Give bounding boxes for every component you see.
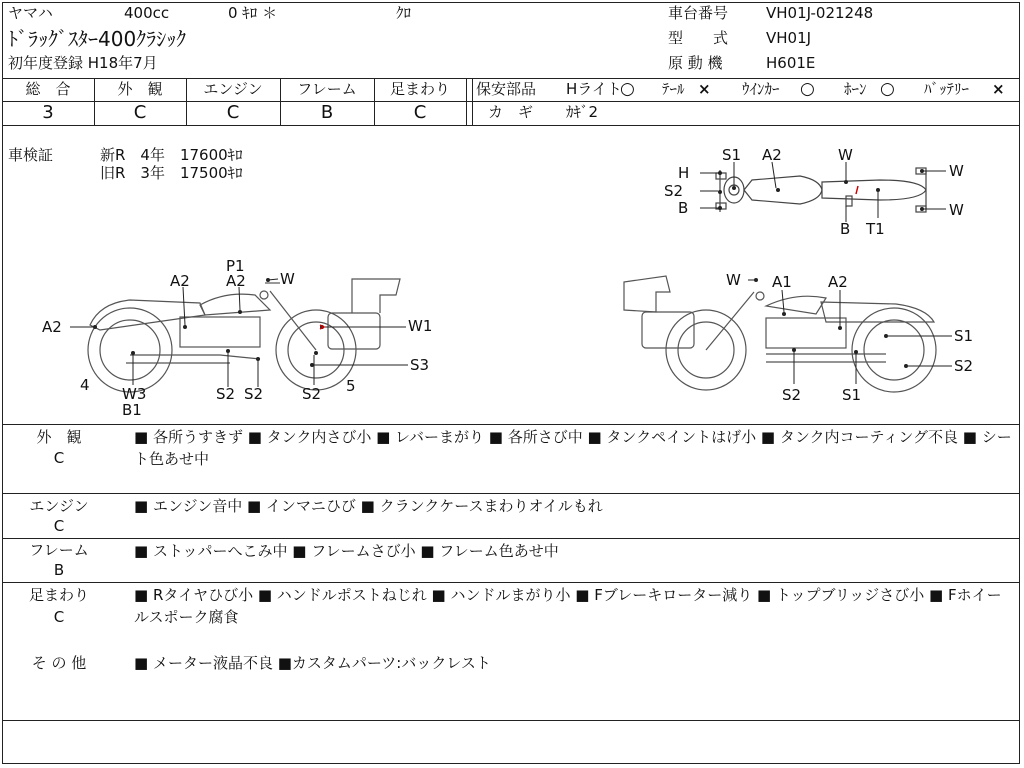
label-s2: S2 xyxy=(302,385,322,403)
label-w: W xyxy=(726,271,741,289)
left-side-diagram xyxy=(40,255,460,420)
top-view-diagram xyxy=(660,140,980,240)
safety-headlight: Hライト xyxy=(566,80,622,98)
grade-suspension: C xyxy=(413,102,427,123)
grade-frame: B xyxy=(320,102,334,123)
rule xyxy=(2,424,1020,425)
grade-exterior: C xyxy=(133,102,147,123)
rule xyxy=(2,720,1020,721)
label-s3: S3 xyxy=(410,356,430,374)
label-5: 5 xyxy=(346,377,356,395)
safety-winker-mark: ○ xyxy=(800,79,815,99)
label-w1: W1 xyxy=(408,317,433,335)
label-w: W xyxy=(280,270,295,288)
safety-horn: ﾎｰﾝ xyxy=(844,80,867,98)
grade-header-engine: エンジン xyxy=(203,80,263,98)
remark-grade-frame: B xyxy=(53,561,65,579)
remark-grade-suspension: C xyxy=(53,608,65,626)
inspection-label: 車検証 xyxy=(8,146,54,164)
label-a2: A2 xyxy=(762,146,782,164)
safety-label: 保安部品 xyxy=(476,80,537,98)
safety-headlight-mark: ○ xyxy=(620,79,635,99)
label-s1: S1 xyxy=(722,146,742,164)
remark-text-suspension: ■ Rタイヤひび小 ■ ハンドルポストねじれ ■ ハンドルまがり小 ■ Fブレーキローター減り ■ トップブリッジさび小 ■ Fホイールスポーク腐食 xyxy=(134,586,1002,626)
label-a1: A1 xyxy=(772,273,792,291)
label-p1: P1 xyxy=(226,257,245,275)
remark-title-suspension: 足まわり xyxy=(28,586,89,604)
grade-header-suspension: 足まわり xyxy=(389,80,450,98)
grade-overall: 3 xyxy=(42,102,54,123)
type-value: VH01J xyxy=(766,29,812,47)
label-a2: A2 xyxy=(828,273,848,291)
label-s1: S1 xyxy=(842,386,862,404)
remark-text-frame: ■ ストッパーへこみ中 ■ フレームさび小 ■ フレーム色あせ中 xyxy=(134,542,559,560)
label-s2: S2 xyxy=(954,357,974,375)
rule xyxy=(2,538,1020,539)
inspection-new: 新R 4年 17600ｷﾛ xyxy=(100,146,243,164)
safety-tail-mark: × xyxy=(698,80,711,98)
engine-label: 原 動 機 xyxy=(668,54,723,72)
inspection-old: 旧R 3年 17500ｷﾛ xyxy=(100,164,243,182)
label-w: W xyxy=(949,201,964,219)
grade-header-exterior: 外 観 xyxy=(117,80,163,98)
color: ｸﾛ xyxy=(396,4,412,22)
model-name: ﾄﾞﾗｯｸﾞｽﾀｰ400ｸﾗｼｯｸ xyxy=(8,27,187,51)
safety-tail: ﾃｰﾙ xyxy=(662,80,685,98)
remark-title-exterior: 外 観 xyxy=(36,428,82,446)
remark-text-engine: ■ エンジン音中 ■ インマニひび ■ クランクケースまわりオイルもれ xyxy=(134,497,603,515)
grade-engine: C xyxy=(226,102,240,123)
label-s2: S2 xyxy=(664,182,684,200)
maker: ヤマハ xyxy=(8,4,53,22)
right-side-diagram xyxy=(616,262,986,412)
label-s2: S2 xyxy=(244,385,264,403)
safety-winker: ｳｲﾝｶｰ xyxy=(742,80,780,98)
engine-code: H601E xyxy=(766,54,816,72)
label-s2: S2 xyxy=(782,386,802,404)
label-a2: A2 xyxy=(170,272,190,290)
label-w: W xyxy=(838,146,853,164)
remark-title-other: そ の 他 xyxy=(31,654,87,672)
safety-battery: ﾊﾞｯﾃﾘｰ xyxy=(924,80,970,98)
first-registration: 初年度登録 H18年7月 xyxy=(8,54,158,72)
label-b: B xyxy=(678,199,689,217)
label-a2: A2 xyxy=(226,272,246,290)
remark-text-other: ■ メーター液晶不良 ■カスタムパーツ:バックレスト xyxy=(134,654,491,672)
rule xyxy=(2,493,1020,494)
safety-horn-mark: ○ xyxy=(880,79,895,99)
type-label: 型 式 xyxy=(668,29,729,47)
rule xyxy=(2,78,1020,79)
remark-title-frame: フレーム xyxy=(29,541,89,559)
remark-text-exterior: ■ 各所うすきず ■ タンク内さび小 ■ レバーまがり ■ 各所さび中 ■ タンクペイントはげ小 ■ タンク内コーティング不良 ■ シート色あせ中 xyxy=(134,428,1012,468)
label-s2: S2 xyxy=(216,385,236,403)
frame-number-label: 車台番号 xyxy=(668,4,729,22)
rule xyxy=(2,125,1020,126)
label-w: W xyxy=(949,162,964,180)
grade-header-frame: フレーム xyxy=(297,80,357,98)
grade-header-overall: 総 合 xyxy=(25,80,71,98)
label-b: B xyxy=(840,220,851,238)
frame-number: VH01J-021248 xyxy=(766,4,874,22)
label-4: 4 xyxy=(80,376,90,394)
mileage: 0 ｷﾛ ＊ xyxy=(228,4,278,22)
label-s1: S1 xyxy=(954,327,974,345)
label-a2: A2 xyxy=(42,318,62,336)
displacement: 400cc xyxy=(124,4,170,22)
key-value: ｶｷﾞ2 xyxy=(566,103,599,121)
safety-battery-mark: × xyxy=(992,80,1005,98)
remark-grade-exterior: C xyxy=(53,449,65,467)
label-b1: B1 xyxy=(122,401,142,419)
remark-grade-engine: C xyxy=(53,517,65,535)
label-h: H xyxy=(678,164,690,182)
key-label: カ ギ xyxy=(488,103,534,121)
label-t1: T1 xyxy=(866,220,885,238)
remark-title-engine: エンジン xyxy=(29,497,89,515)
rule xyxy=(2,582,1020,583)
rule xyxy=(2,101,1020,102)
label-w3: W3 xyxy=(122,385,147,403)
